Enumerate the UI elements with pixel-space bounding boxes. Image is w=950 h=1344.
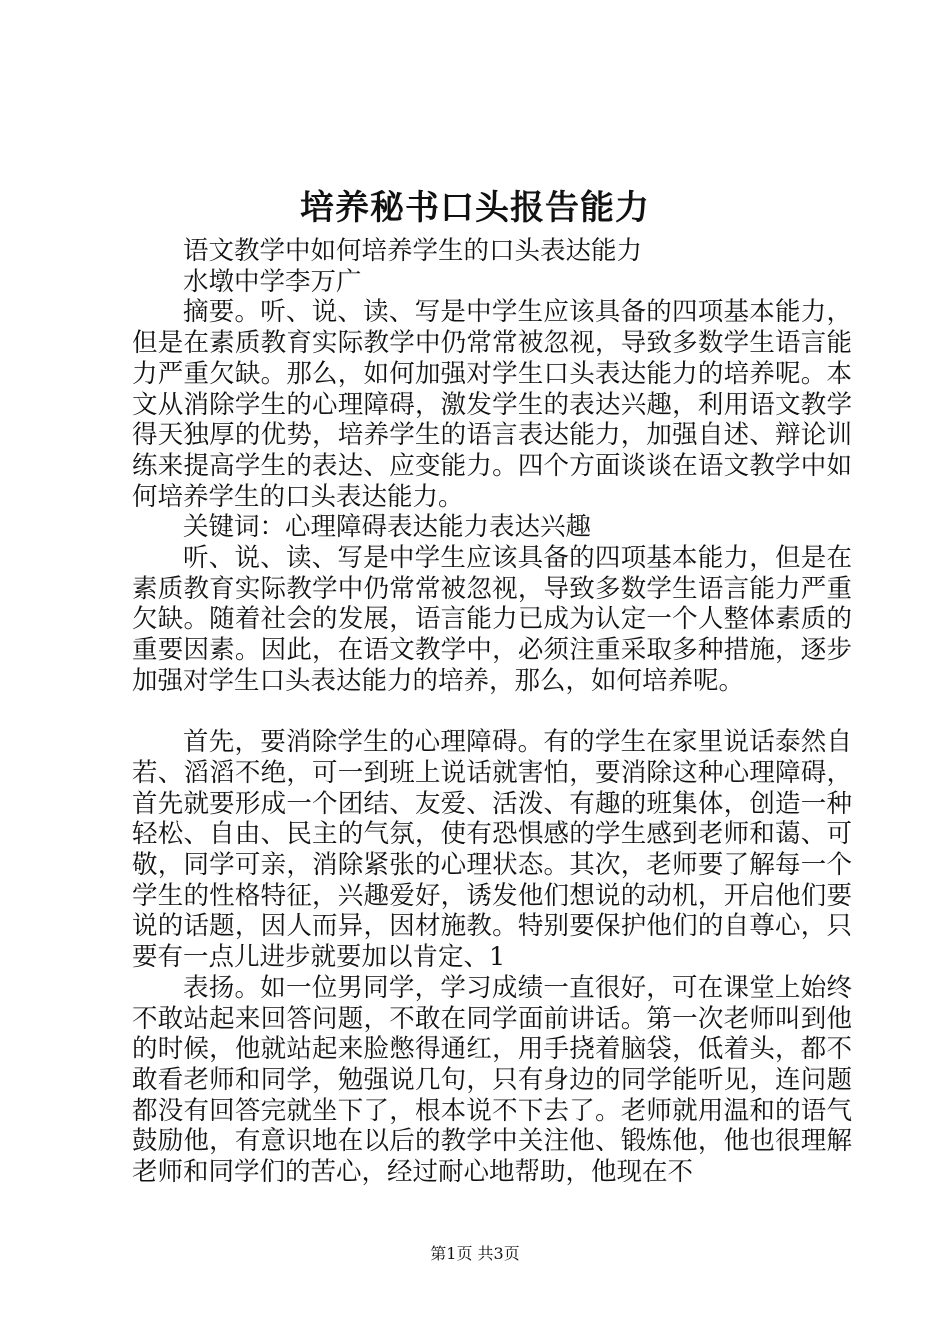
body-paragraph: 首先，要消除学生的心理障碍。有的学生在家里说话泰然自若、滔滔不绝，可一到班上说话就害怕，要消除这种心理障碍，首先就要形成一个团结、友爱、活泼、有趣的班集体，创造一种轻松、自由、民主的气氛，使有恐惧感的学生感到老师和蔼、可敬，同学可亲，消除紧张的心理状态。其次，老师要了解每一个学生的性格特征，兴趣爱好，诱发他们想说的动机，开启他们要说的话题，因人而异，因材施教。特别要保护他们的自尊心，只要有一点儿进步就要加以肯定、1	[132, 727, 852, 973]
document-body	[132, 236, 852, 1188]
blank-line	[132, 697, 852, 728]
abstract-paragraph: 摘要。听、说、读、写是中学生应该具备的四项基本能力，但是在素质教育实际教学中仍常常被忽视，导致多数学生语言能力严重欠缺。那么，如何加强对学生口头表达能力的培养呢。本文从消除学生的心理障碍，激发学生的表达兴趣，利用语文教学得天独厚的优势，培养学生的语言表达能力，加强自述、辩论训练来提高学生的表达、应变能力。四个方面谈谈在语文教学中如何培养学生的口头表达能力。	[132, 297, 852, 512]
document-title: 培养秘书口头报告能力	[300, 188, 650, 228]
keywords-paragraph: 关键词：心理障碍表达能力表达兴趣	[183, 512, 592, 543]
page-footer: 第1页 共3页	[430, 1244, 520, 1263]
intro-paragraph: 听、说、读、写是中学生应该具备的四项基本能力，但是在素质教育实际教学中仍常常被忽视，导致多数学生语言能力严重欠缺。随着社会的发展，语言能力已成为认定一个人整体素质的重要因素。因此，在语文教学中，必须注重采取多种措施，逐步加强对学生口头表达能力的培养，那么，如何培养呢。	[132, 543, 852, 696]
body-paragraph: 表扬。如一位男同学，学习成绩一直很好，可在课堂上始终不敢站起来回答问题，不敢在同学面前讲话。第一次老师叫到他的时候，他就站起来脸憋得通红，用手挠着脑袋，低着头，都不敢看老师和同学，勉强说几句，只有身边的同学能听见，连问题都没有回答完就坐下了，根本说不下去了。老师就用温和的语气鼓励他，有意识地在以后的教学中关注他、锻炼他，他也很理解老师和同学们的苦心，经过耐心地帮助，他现在不	[132, 972, 852, 1188]
subtitle-paragraph: 语文教学中如何培养学生的口头表达能力	[183, 236, 643, 266]
author-paragraph: 水墩中学李万广	[183, 266, 362, 297]
